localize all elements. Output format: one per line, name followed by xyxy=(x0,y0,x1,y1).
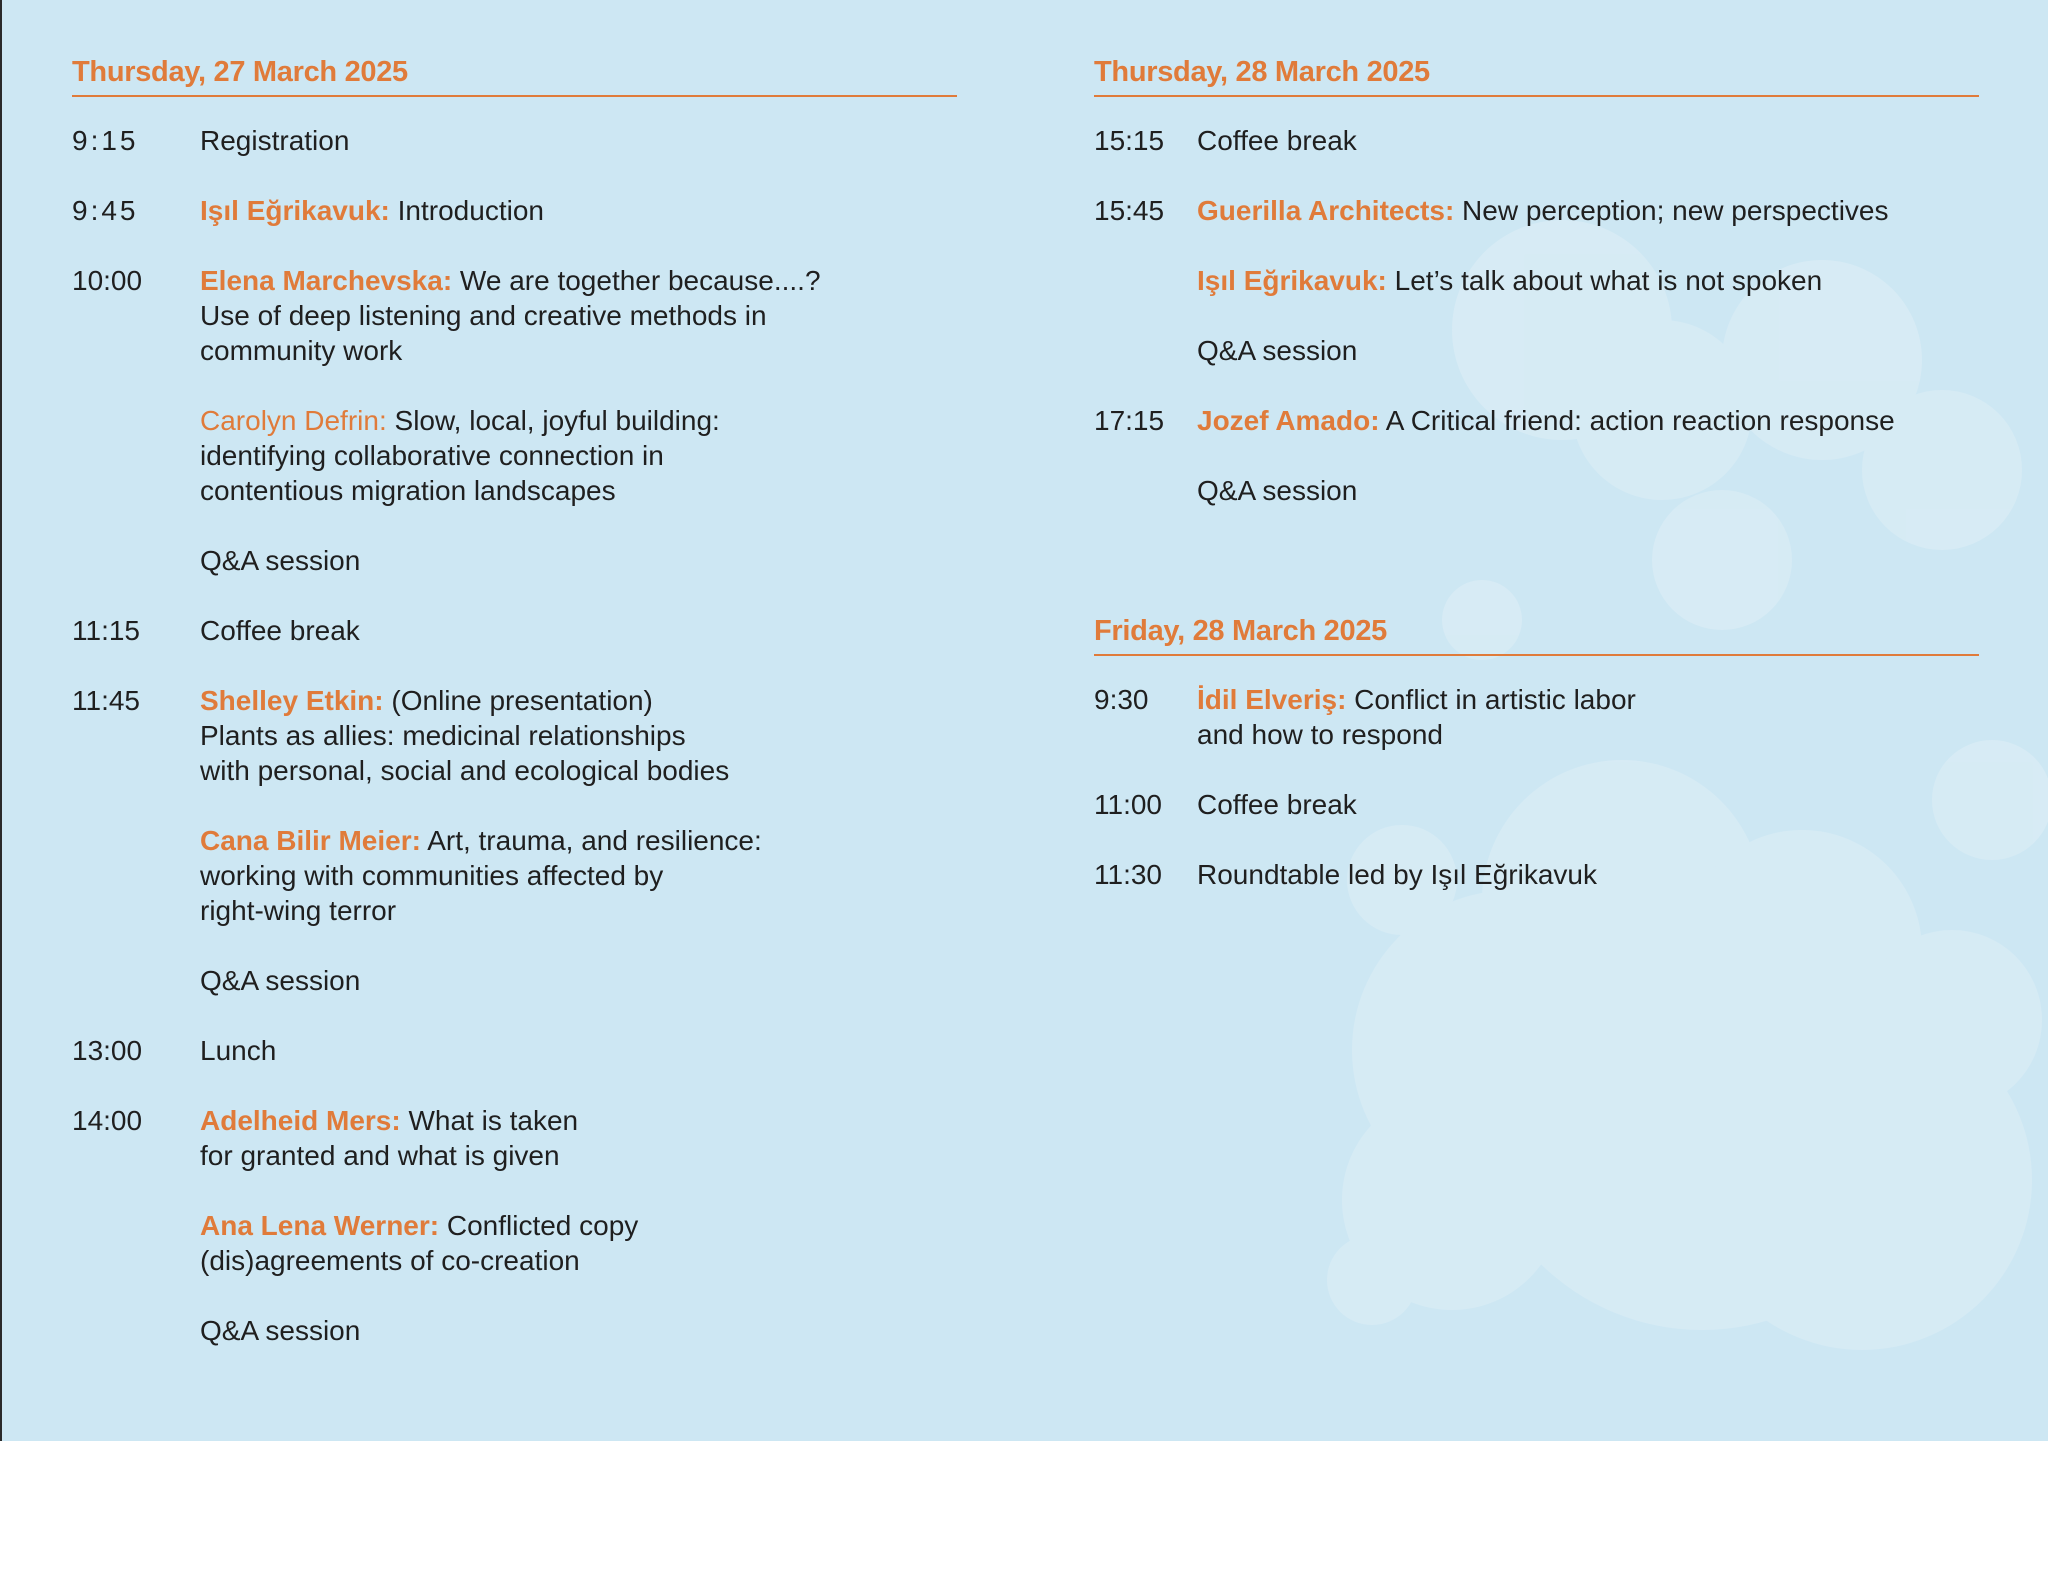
session-title-line: What is taken xyxy=(400,1105,579,1136)
session-item xyxy=(1197,123,1979,158)
session-title-line: Q&A session xyxy=(1197,475,1358,506)
day-heading: Friday, 28 March 2025 xyxy=(1094,615,1979,656)
session-title-line: working with communities affected by xyxy=(200,860,664,891)
session-item xyxy=(200,1208,957,1278)
session-time: 9:45 xyxy=(72,195,139,226)
session-item xyxy=(1197,333,1979,368)
session-item xyxy=(200,613,957,648)
schedule-row xyxy=(1094,857,1979,927)
speaker-name: Elena Marchevska: xyxy=(200,265,453,296)
speaker-name: Jozef Amado: xyxy=(1197,405,1380,436)
session-item xyxy=(1197,787,1979,822)
session-items xyxy=(1197,682,1979,787)
session-title-line: Q&A session xyxy=(200,965,361,996)
session-time: 11:45 xyxy=(72,685,140,716)
session-title-line: Coffee break xyxy=(200,615,360,646)
session-items xyxy=(200,123,957,193)
speaker-name: Cana Bilir Meier: xyxy=(200,825,421,856)
schedule-row xyxy=(1094,193,1979,403)
schedule-row xyxy=(1094,787,1979,857)
session-title-line: contentious migration landscapes xyxy=(200,475,616,506)
speaker-name: Carolyn Defrin: xyxy=(200,405,387,436)
session-title-line: community work xyxy=(200,335,403,366)
session-items xyxy=(200,613,957,683)
schedule-row xyxy=(72,613,957,683)
session-title-line: right-wing terror xyxy=(200,895,397,926)
session-title-line: Registration xyxy=(200,125,350,156)
schedule-row xyxy=(1094,403,1979,543)
friday-block xyxy=(1094,615,1979,927)
session-time: 10:00 xyxy=(72,265,143,296)
session-time: 14:00 xyxy=(72,1105,143,1136)
speaker-name: İdil Elveriş: xyxy=(1197,684,1347,715)
session-title-line: Slow, local, joyful building: xyxy=(386,405,720,436)
speaker-name: Shelley Etkin: xyxy=(200,685,384,716)
session-title-line: Let’s talk about what is not spoken xyxy=(1386,265,1823,296)
schedule-column-thursday-27 xyxy=(72,56,957,1383)
session-title-line: Plants as allies: medicinal relationships xyxy=(200,720,686,751)
session-items xyxy=(1197,403,1979,543)
session-title-line: Roundtable led by Işıl Eğrikavuk xyxy=(1197,859,1597,890)
session-item xyxy=(200,123,957,158)
session-item xyxy=(1197,403,1979,438)
session-title-line: Conflict in artistic labor xyxy=(1346,684,1636,715)
session-item xyxy=(1197,193,1979,228)
session-title-line: and how to respond xyxy=(1197,719,1443,750)
session-title-line: Q&A session xyxy=(200,1315,361,1346)
session-item xyxy=(200,963,957,998)
session-items xyxy=(200,193,957,263)
schedule-row xyxy=(72,193,957,263)
session-title-line: (Online presentation) xyxy=(383,685,653,716)
schedule-row xyxy=(72,263,957,613)
day-heading: Thursday, 27 March 2025 xyxy=(72,56,957,97)
session-item xyxy=(200,1313,957,1348)
session-item xyxy=(200,263,957,368)
session-title-line: with personal, social and ecological bodies xyxy=(200,755,730,786)
session-item xyxy=(1197,857,1979,892)
session-items xyxy=(1197,193,1979,403)
schedule-row xyxy=(1094,682,1979,787)
session-items xyxy=(200,1103,957,1383)
speaker-name: Işıl Eğrikavuk: xyxy=(200,195,390,226)
session-item xyxy=(200,823,957,928)
session-title-line: identifying collaborative connection in xyxy=(200,440,664,471)
schedule-list xyxy=(72,123,957,1383)
session-item xyxy=(1197,473,1979,508)
day-heading: Thursday, 28 March 2025 xyxy=(1094,56,1979,97)
schedule-column-thursday-28-friday xyxy=(1094,56,1979,927)
schedule-row xyxy=(72,1103,957,1383)
session-time: 13:00 xyxy=(72,1035,143,1066)
session-title-line: Use of deep listening and creative methods in xyxy=(200,300,767,331)
session-time: 11:00 xyxy=(1094,789,1162,820)
session-time: 9:15 xyxy=(72,125,139,156)
session-item xyxy=(1197,263,1979,298)
session-item xyxy=(200,1033,957,1068)
session-title-line: Art, trauma, and resilience: xyxy=(420,825,762,856)
session-items xyxy=(200,1033,957,1103)
session-title-line: A Critical friend: action reaction response xyxy=(1379,405,1895,436)
session-title-line: for granted and what is given xyxy=(200,1140,560,1171)
session-item xyxy=(200,1103,957,1173)
session-items xyxy=(1197,857,1979,927)
session-items xyxy=(200,263,957,613)
speaker-name: Ana Lena Werner: xyxy=(200,1210,440,1241)
session-item xyxy=(200,683,957,788)
schedule-row xyxy=(1094,123,1979,193)
session-item xyxy=(200,403,957,508)
session-time: 15:15 xyxy=(1094,125,1165,156)
speaker-name: Guerilla Architects: xyxy=(1197,195,1455,226)
speaker-name: Adelheid Mers: xyxy=(200,1105,401,1136)
session-title-line: (dis)agreements of co-creation xyxy=(200,1245,580,1276)
session-time: 11:15 xyxy=(72,615,140,646)
session-title-line: New perception; new perspectives xyxy=(1454,195,1889,226)
session-title-line: Coffee break xyxy=(1197,789,1357,820)
schedule-row xyxy=(72,123,957,193)
session-items xyxy=(200,683,957,1033)
speaker-name: Işıl Eğrikavuk: xyxy=(1197,265,1387,296)
schedule-list xyxy=(1094,123,1979,543)
schedule-row xyxy=(72,1033,957,1103)
session-time: 9:30 xyxy=(1094,684,1149,715)
session-title-line: Q&A session xyxy=(1197,335,1358,366)
session-title-line: Introduction xyxy=(389,195,544,226)
session-title-line: We are together because....? xyxy=(452,265,821,296)
schedule-row xyxy=(72,683,957,1033)
session-time: 15:45 xyxy=(1094,195,1165,226)
session-item xyxy=(200,193,957,228)
session-title-line: Conflicted copy xyxy=(439,1210,639,1241)
session-title-line: Q&A session xyxy=(200,545,361,576)
schedule-list xyxy=(1094,682,1979,927)
session-item xyxy=(200,543,957,578)
session-title-line: Coffee break xyxy=(1197,125,1357,156)
session-item xyxy=(1197,682,1979,752)
session-time: 11:30 xyxy=(1094,859,1162,890)
session-items xyxy=(1197,787,1979,857)
session-title-line: Lunch xyxy=(200,1035,277,1066)
session-time: 17:15 xyxy=(1094,405,1165,436)
session-items xyxy=(1197,123,1979,193)
